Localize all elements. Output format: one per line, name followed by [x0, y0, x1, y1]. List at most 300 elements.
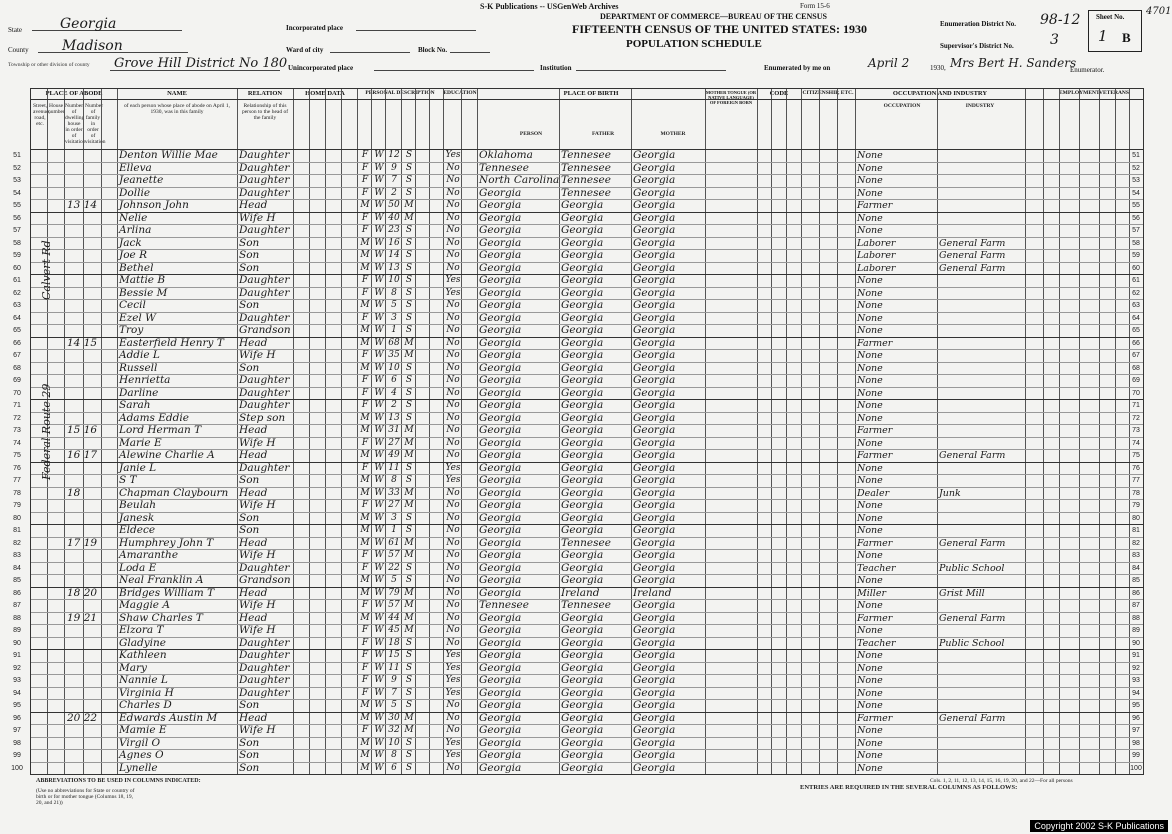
grid-column-line	[837, 89, 838, 774]
person-name: Sarah	[119, 399, 151, 411]
occupation: None	[857, 525, 883, 536]
line-number-right: 77	[1132, 477, 1140, 484]
birthplace-person: Oklahoma	[479, 149, 533, 161]
marital-status: S	[405, 250, 413, 260]
sex: F	[361, 625, 369, 635]
birthplace-mother: Georgia	[633, 174, 676, 186]
birthplace-mother: Georgia	[633, 636, 676, 649]
birthplace-mother: Georgia	[633, 261, 676, 274]
table-row	[13, 149, 1143, 162]
relationship: Son	[239, 511, 260, 524]
family-number: 19 21	[67, 611, 98, 624]
birthplace-person: Georgia	[479, 649, 522, 661]
birthplace-person: Georgia	[479, 536, 522, 549]
occupation: None	[857, 500, 883, 511]
industry: General Farm	[939, 612, 1006, 624]
race: W	[374, 762, 384, 773]
table-row	[13, 211, 1143, 225]
table-row	[13, 661, 1143, 675]
grid-column-line	[371, 89, 372, 774]
race: W	[374, 412, 384, 423]
table-row	[13, 199, 1143, 212]
relationship: Daughter	[239, 636, 290, 649]
attended-school: No	[446, 537, 460, 548]
line-number-right: 91	[1132, 652, 1140, 659]
birthplace-person: Georgia	[479, 224, 522, 236]
birthplace-father: Georgia	[561, 636, 604, 649]
age: 57	[388, 550, 400, 560]
race: W	[374, 650, 384, 660]
table-row	[13, 699, 1143, 712]
marital-status: M	[404, 612, 414, 623]
person-name: Lord Herman T	[119, 424, 202, 436]
line-number-right: 89	[1132, 627, 1140, 634]
person-name: Loda E	[119, 561, 157, 574]
line-number: 51	[13, 152, 21, 159]
industry: General Farm	[939, 237, 1006, 249]
sex: M	[360, 700, 370, 710]
age: 2	[391, 400, 397, 410]
sex: F	[361, 637, 369, 648]
marital-status: S	[405, 287, 413, 298]
marital-status: M	[404, 437, 414, 448]
attended-school: No	[446, 412, 460, 423]
relationship: Wife H	[239, 624, 276, 636]
birthplace-father: Georgia	[561, 274, 604, 286]
marital-status: S	[405, 650, 413, 660]
person-name: Mamie E	[119, 724, 167, 736]
marital-status: S	[405, 700, 413, 710]
person-name: Nelie	[119, 211, 148, 224]
table-row	[13, 386, 1143, 400]
enumerator-name: Mrs Bert H. Sanders	[950, 56, 1077, 70]
row-line	[31, 724, 1143, 725]
age: 4	[391, 387, 397, 398]
line-number-right: 84	[1132, 564, 1140, 572]
attended-school: No	[446, 325, 460, 335]
attended-school: Yes	[445, 475, 461, 485]
line-number-right: 97	[1132, 727, 1140, 734]
row-line	[31, 212, 1143, 213]
attended-school: No	[446, 562, 460, 573]
grid-column-line	[101, 89, 102, 774]
occupation: None	[857, 300, 883, 311]
grid-column-line	[757, 89, 758, 774]
race: W	[374, 600, 384, 610]
occupation: None	[857, 162, 883, 174]
race: W	[374, 287, 384, 298]
line-number-right: 88	[1132, 614, 1140, 622]
birthplace-person: Georgia	[479, 611, 522, 624]
birthplace-person: Georgia	[479, 711, 522, 724]
birthplace-father: Tennesee	[561, 536, 611, 549]
grid-column-line	[855, 89, 856, 774]
person-name: Maggie A	[119, 599, 170, 611]
attended-school: No	[446, 587, 460, 598]
line-number-right: 56	[1132, 214, 1140, 222]
occupation: None	[857, 737, 883, 749]
marital-status: S	[405, 187, 413, 198]
table-row	[13, 599, 1143, 612]
race: W	[374, 337, 384, 348]
occupation: None	[857, 212, 883, 224]
sex: M	[360, 237, 370, 248]
sex: F	[361, 562, 369, 573]
line-number: 88	[13, 614, 21, 622]
grid-column-line	[771, 89, 772, 774]
header-divider	[31, 149, 1143, 150]
occupation: None	[857, 762, 883, 774]
birthplace-father: Georgia	[561, 311, 604, 324]
line-number-right: 78	[1132, 489, 1140, 497]
birthplace-person: Georgia	[479, 686, 522, 699]
birthplace-father: Georgia	[561, 724, 604, 736]
marital-status: M	[404, 625, 414, 635]
table-row	[13, 424, 1143, 437]
table-row	[13, 549, 1143, 562]
row-line	[31, 499, 1143, 500]
family-number: 16 17	[67, 449, 98, 461]
birthplace-father: Georgia	[561, 749, 604, 761]
marital-status: M	[404, 587, 414, 598]
attended-school: No	[446, 450, 460, 460]
enumerator-suffix: Enumerator.	[1070, 66, 1105, 74]
age: 14	[388, 250, 400, 260]
birthplace-father: Georgia	[561, 436, 604, 449]
relationship: Wife H	[239, 211, 276, 224]
age: 44	[388, 612, 400, 623]
marital-status: S	[405, 462, 413, 473]
age: 6	[391, 375, 397, 385]
person-name: Darline	[119, 386, 159, 399]
birthplace-person: Georgia	[479, 486, 522, 499]
age: 5	[391, 300, 397, 310]
birthplace-father: Georgia	[561, 286, 604, 299]
occupation: Farmer	[857, 712, 893, 724]
sex: F	[361, 287, 369, 298]
race: W	[374, 212, 384, 223]
marital-status: S	[405, 262, 413, 273]
race: W	[374, 400, 384, 410]
person-name: S T	[119, 474, 137, 486]
table-row	[13, 536, 1143, 550]
birthplace-father: Georgia	[561, 661, 604, 674]
marital-status: M	[404, 200, 414, 210]
sex: F	[361, 350, 369, 360]
sex: F	[361, 437, 369, 448]
attended-school: No	[446, 700, 460, 710]
table-row	[13, 399, 1143, 412]
table-row	[13, 336, 1143, 350]
relationship: Daughter	[239, 399, 290, 411]
person-name: Bethel	[119, 261, 154, 274]
occupation: None	[857, 325, 883, 336]
line-number-right: 96	[1132, 714, 1140, 722]
sex: F	[361, 150, 369, 160]
birthplace-person: Georgia	[479, 636, 522, 649]
table-row	[13, 299, 1143, 312]
table-row	[13, 286, 1143, 300]
line-number: 53	[13, 177, 21, 184]
table-row	[13, 636, 1143, 650]
relationship: Son	[239, 761, 260, 774]
line-number-right: 90	[1132, 639, 1140, 647]
table-row	[13, 736, 1143, 750]
birthplace-person: Georgia	[479, 336, 522, 349]
race: W	[374, 725, 384, 735]
col-relation-desc: Relationship of this person to the head of the family	[241, 103, 289, 121]
attended-school: No	[446, 400, 460, 410]
row-line	[31, 424, 1143, 425]
sex: M	[360, 525, 370, 535]
corner-number: 4701	[1146, 6, 1172, 17]
line-number-right: 57	[1132, 227, 1140, 234]
birthplace-father: Georgia	[561, 224, 604, 236]
race: W	[374, 550, 384, 560]
attended-school: Yes	[445, 687, 461, 698]
birthplace-person: Georgia	[479, 549, 522, 561]
grid-column-line	[429, 89, 430, 774]
relationship: Daughter	[239, 686, 290, 699]
grid-column-line	[801, 89, 802, 774]
line-number: 94	[13, 689, 21, 697]
relationship: Daughter	[239, 274, 290, 286]
birthplace-person: Georgia	[479, 249, 522, 261]
side-note-road-1: Calvert Rd	[40, 240, 53, 300]
attended-school: Yes	[445, 462, 461, 473]
birthplace-mother: Georgia	[633, 211, 676, 224]
birthplace-father: Georgia	[561, 624, 604, 636]
grid-column-line	[64, 89, 65, 774]
marital-status: S	[405, 412, 413, 423]
marital-status: S	[405, 662, 413, 673]
side-note-road-2: Federal Route 29	[40, 383, 53, 480]
race: W	[374, 612, 384, 623]
table-row	[13, 324, 1143, 337]
line-number: 54	[13, 189, 21, 197]
marital-status: S	[405, 387, 413, 398]
line-number: 84	[13, 564, 21, 572]
occupation: None	[857, 437, 883, 449]
group-veterans: VETERANS	[1099, 90, 1129, 96]
census-subtitle: POPULATION SCHEDULE	[626, 38, 762, 50]
birthplace-father: Georgia	[561, 386, 604, 399]
race: W	[374, 737, 384, 748]
line-number: 68	[13, 364, 21, 372]
row-line	[31, 612, 1143, 613]
marital-status: S	[405, 750, 413, 760]
county-label: County	[8, 46, 29, 54]
occupation: None	[857, 225, 883, 236]
relationship: Daughter	[239, 386, 290, 399]
sex: F	[361, 550, 369, 560]
row-line	[31, 737, 1143, 738]
marital-status: S	[405, 175, 413, 185]
sex: F	[361, 187, 369, 198]
marital-status: S	[405, 362, 413, 373]
row-line	[31, 574, 1143, 575]
race: W	[374, 225, 384, 235]
marital-status: M	[404, 712, 414, 723]
row-line	[31, 512, 1143, 513]
marital-status: M	[404, 600, 414, 610]
birthplace-mother: Georgia	[633, 611, 676, 624]
marital-status: S	[405, 150, 413, 160]
occupation: None	[857, 675, 883, 686]
race: W	[374, 237, 384, 248]
birthplace-mother: Georgia	[633, 436, 676, 449]
row-line	[31, 362, 1143, 363]
birthplace-father: Georgia	[561, 236, 604, 249]
birthplace-person: Georgia	[479, 299, 522, 311]
marital-status: M	[404, 500, 414, 510]
sex: M	[360, 362, 370, 373]
occupation: Farmer	[857, 425, 893, 436]
birthplace-person: Georgia	[479, 724, 522, 736]
birthplace-person: Georgia	[479, 699, 522, 711]
occupation: None	[857, 150, 883, 161]
occupation: Farmer	[857, 337, 893, 349]
sex: M	[360, 750, 370, 760]
age: 5	[391, 575, 397, 585]
line-number: 81	[13, 527, 21, 534]
marital-status: M	[404, 350, 414, 360]
age: 68	[388, 337, 400, 348]
line-number: 71	[13, 402, 21, 409]
relationship: Son	[239, 749, 260, 761]
table-row	[13, 161, 1143, 175]
birthplace-person: Tennesee	[479, 599, 529, 611]
race: W	[374, 475, 384, 485]
row-line	[31, 487, 1143, 488]
birthplace-mother: Georgia	[633, 374, 676, 386]
age: 30	[388, 712, 400, 723]
person-name: Shaw Charles T	[119, 611, 203, 624]
sex: M	[360, 512, 370, 523]
relationship: Wife H	[239, 436, 276, 449]
sex: F	[361, 162, 369, 173]
county-value: Madison	[62, 38, 123, 54]
birthplace-father: Georgia	[561, 411, 604, 424]
relationship: Son	[239, 249, 260, 261]
birthplace-person: Georgia	[479, 674, 522, 686]
birthplace-father: Georgia	[561, 699, 604, 711]
table-row	[13, 249, 1143, 262]
marital-status: M	[404, 337, 414, 348]
row-line	[31, 699, 1143, 700]
enumerated-label: Enumerated by me on	[764, 64, 831, 72]
attended-school: No	[446, 512, 460, 523]
birthplace-father: Georgia	[561, 324, 604, 336]
birthplace-mother: Georgia	[633, 661, 676, 674]
age: 2	[391, 187, 397, 198]
birthplace-father: Georgia	[561, 511, 604, 524]
grid-column-line	[293, 89, 294, 774]
age: 13	[388, 262, 400, 273]
relationship: Son	[239, 699, 260, 711]
attended-school: No	[446, 725, 460, 735]
grid-column-line	[786, 89, 787, 774]
occupation: None	[857, 575, 883, 586]
birthplace-person: Georgia	[479, 449, 522, 461]
birthplace-person: Georgia	[479, 211, 522, 224]
attended-school: No	[446, 337, 460, 348]
occupation: None	[857, 350, 883, 361]
group-education: EDUCATION	[443, 90, 477, 96]
attended-school: Yes	[445, 287, 461, 298]
age: 12	[388, 150, 400, 160]
form-number: Form 15-6	[800, 2, 830, 10]
birthplace-person: Georgia	[479, 586, 522, 599]
marital-status: M	[404, 450, 414, 460]
marital-status: S	[405, 525, 413, 535]
table-row	[13, 474, 1143, 487]
race: W	[374, 387, 384, 398]
birthplace-person: Georgia	[479, 524, 522, 536]
sex: M	[360, 337, 370, 348]
person-name: Bridges William T	[119, 586, 215, 599]
age: 10	[388, 275, 400, 285]
attended-school: No	[446, 387, 460, 398]
birthplace-person: North Carolina	[479, 174, 560, 186]
relationship: Son	[239, 474, 260, 486]
occupation: Dealer	[857, 487, 890, 499]
sex: M	[360, 737, 370, 748]
sex: M	[360, 762, 370, 773]
person-name: Troy	[119, 324, 144, 336]
attended-school: No	[446, 612, 460, 623]
person-name: Bessie M	[119, 286, 168, 299]
grid-column-line	[309, 89, 310, 774]
race: W	[374, 300, 384, 310]
row-line	[31, 199, 1143, 200]
relationship: Son	[239, 524, 260, 536]
birthplace-father: Georgia	[561, 549, 604, 561]
row-line	[31, 374, 1143, 375]
sex: M	[360, 537, 370, 548]
grid-column-line	[461, 89, 462, 774]
occupation: None	[857, 687, 883, 699]
marital-status: M	[404, 537, 414, 548]
group-occupation-industry: OCCUPATION AND INDUSTRY	[892, 90, 988, 97]
age: 40	[388, 212, 400, 223]
row-line	[31, 599, 1143, 600]
table-row	[13, 261, 1143, 275]
line-number: 86	[13, 589, 21, 597]
line-number-right: 63	[1132, 302, 1140, 309]
birthplace-person: Georgia	[479, 736, 522, 749]
table-row	[13, 586, 1143, 600]
race: W	[374, 537, 384, 548]
line-number: 90	[13, 639, 21, 647]
line-number: 62	[13, 289, 21, 297]
line-number: 59	[13, 252, 21, 259]
row-line	[31, 237, 1143, 238]
table-row	[13, 449, 1143, 462]
relationship: Daughter	[239, 374, 290, 386]
relationship: Head	[239, 536, 268, 549]
birthplace-mother: Georgia	[633, 286, 676, 299]
table-row	[13, 486, 1143, 500]
group-place-of-abode: PLACE OF ABODE	[45, 90, 103, 97]
age: 49	[388, 450, 400, 460]
relationship: Daughter	[239, 149, 290, 161]
birthplace-father: Georgia	[561, 399, 604, 411]
table-row	[13, 624, 1143, 637]
race: W	[374, 450, 384, 460]
row-line	[31, 549, 1143, 550]
birthplace-father: Georgia	[561, 474, 604, 486]
